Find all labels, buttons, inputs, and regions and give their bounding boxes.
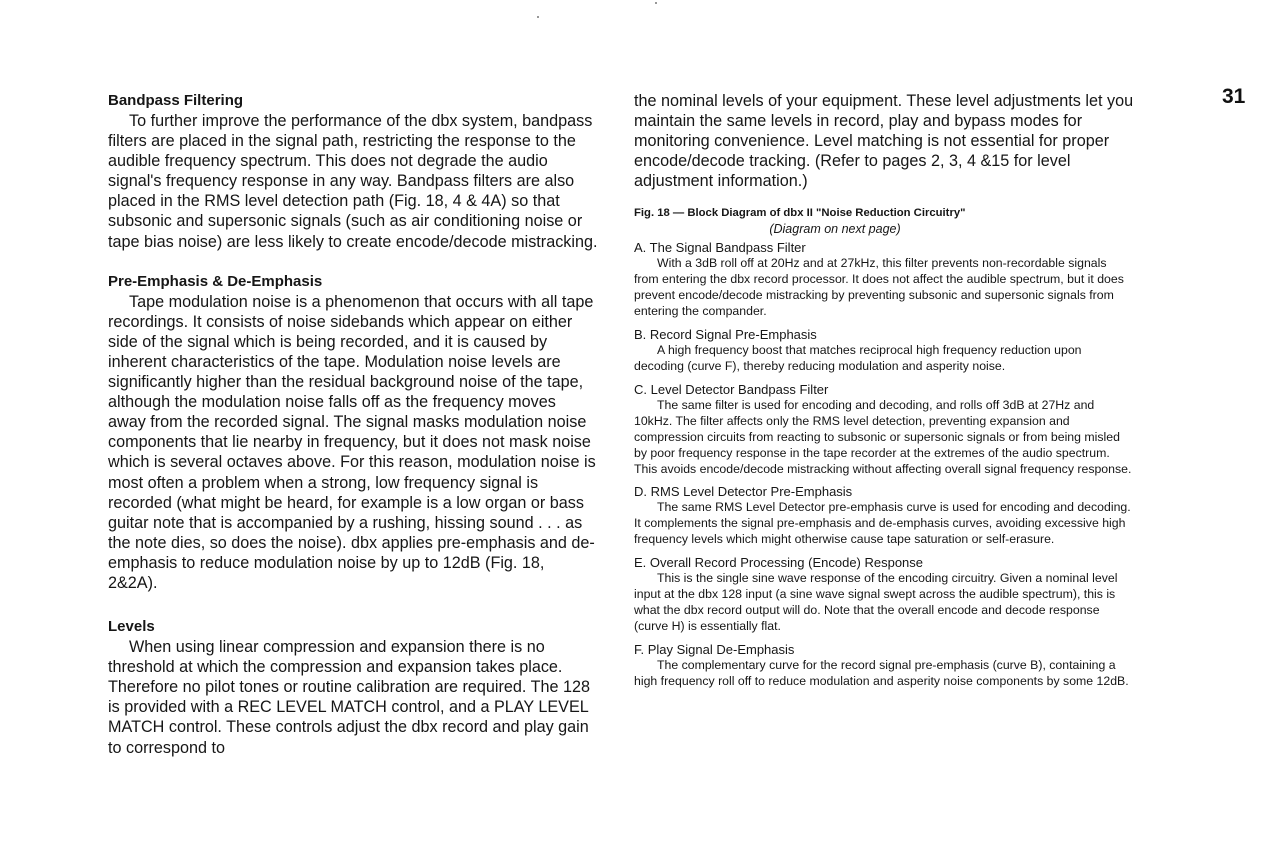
section-pre-emphasis bbox=[108, 272, 598, 593]
figure-item-e bbox=[634, 555, 1134, 635]
section-bandpass-filtering bbox=[108, 91, 598, 252]
figure-caption-subtitle: (Diagram on next page) bbox=[769, 222, 901, 237]
figure-item-label: C. Level Detector Bandpass Filter bbox=[634, 381, 829, 397]
figure-item-b bbox=[634, 327, 1134, 375]
spacer bbox=[108, 252, 598, 272]
section-heading: Bandpass Filtering bbox=[108, 92, 244, 109]
figure-item-a bbox=[634, 240, 1134, 320]
section-heading: Pre-Emphasis & De-Emphasis bbox=[108, 272, 323, 290]
spacer bbox=[108, 593, 598, 617]
section-levels bbox=[108, 617, 598, 758]
figure-item-d bbox=[634, 484, 1134, 548]
body-paragraph: To further improve the performance of the dbx system, bandpass filters are placed in the signal path, restricting the response to the audible frequency spectrum. This does not degrade the audio signal's frequency response in any way. Bandpass filters are also placed in the RMS level detection path (Fig. 18, 4 & 4A) so that subsonic and supersonic signals (such as air conditioning noise or tape bias noise) are less likely to create encode/decode mistracking. bbox=[108, 112, 598, 251]
right-column bbox=[634, 91, 1134, 690]
figure-item-body: The same filter is used for encoding and decoding, and rolls off 3dB at 27Hz and 10kHz. The filter affects only the RMS level detection, preventing expansion and compression circuits from reacting to subsonic or supersonic signals or from being misled by poor frequency response in the tape recorder at the extremes of the audio spectrum. This avoids encode/decode mistracking without affecting overall signal frequency response. bbox=[634, 397, 1132, 476]
left-column bbox=[108, 91, 598, 758]
figure-item-body: This is the single sine wave response of the encoding circuitry. Given a nominal level input at the dbx 128 input (a sine wave signal swept across the audible spectrum), this is what the dbx record output will do. Note that the overall encode and decode response (curve H) is essentially flat. bbox=[634, 571, 1118, 633]
figure-item-label: D. RMS Level Detector Pre-Emphasis bbox=[634, 484, 853, 500]
figure-item-body: A high frequency boost that matches reciprocal high frequency reduction upon decoding (curve F), thereby reducing modulation and asperity noise. bbox=[634, 343, 1082, 373]
body-paragraph: When using linear compression and expansion there is no threshold at which the compression and expansion takes place. Therefore no pilot tones or routine calibration are required. The 128 is provided with a REC LEVEL MATCH control, and a PLAY LEVEL MATCH control. These controls adjust the dbx record and play gain to correspond to bbox=[108, 638, 591, 757]
figure-item-label: F. Play Signal De-Emphasis bbox=[634, 641, 795, 657]
figure-item-c bbox=[634, 382, 1134, 478]
figure-item-label: E. Overall Record Processing (Encode) Response bbox=[634, 555, 924, 571]
page-number: 31 bbox=[1222, 85, 1246, 108]
figure-caption-title: Fig. 18 — Block Diagram of dbx II "Noise Reduction Circuitry" bbox=[634, 207, 966, 220]
figure-item-body: The complementary curve for the record signal pre-emphasis (curve B), containing a high frequency roll off to reduce modulation and asperity noise components by some 12dB. bbox=[634, 657, 1129, 688]
figure-item-body: With a 3dB roll off at 20Hz and at 27kHz, this filter prevents non-recordable signals from entering the dbx record processor. It does not affect the audible spectrum, but it does prevent encode/decode mistracking by preventing subsonic and supersonic signals from entering the compander. bbox=[634, 256, 1124, 319]
body-paragraph: Tape modulation noise is a phenomenon that occurs with all tape recordings. It consists of noise sidebands which appear on either side of the signal which is being recorded, and it is caused by inherent characteristics of the tape. Modulation noise levels are significantly higher than the residual background noise of the tape, although the modulation noise falls off as the frequency moves away from the recorded signal. The signal masks modulation noise components that lie nearby in frequency, but it does not mask noise which is several octaves above. For this reason, modulation noise is most often a problem when a strong, low frequency signal is recorded (what might be heard, for example is a low organ or bass guitar note that is accompanied by a rushing, hissing sound . . . as the note dies, so does the noise). dbx applies pre-emphasis and de-emphasis to reduce modulation noise by up to 12dB (Fig. 18, 2&2A). bbox=[108, 292, 596, 592]
figure-item-label: A. The Signal Bandpass Filter bbox=[634, 240, 806, 256]
continued-paragraph: the nominal levels of your equipment. These level adjustments let you maintain the same levels in record, play and bypass modes for monitoring convenience. Level matching is not essential for proper encode/decode tracking. (Refer to pages 2, 3, 4 &15 for level adjustment information.) bbox=[634, 92, 1134, 191]
figure-item-body: The same RMS Level Detector pre-emphasis curve is used for encoding and decoding. It complements the signal pre-emphasis and de-emphasis curves, avoiding excessive high frequency levels which might otherwise cause tape saturation or self-erasure. bbox=[634, 500, 1131, 547]
section-heading: Levels bbox=[108, 618, 155, 636]
scan-speck bbox=[537, 16, 539, 18]
figure-item-f bbox=[634, 642, 1134, 690]
scan-speck bbox=[655, 2, 657, 4]
figure-item-label: B. Record Signal Pre-Emphasis bbox=[634, 327, 817, 343]
